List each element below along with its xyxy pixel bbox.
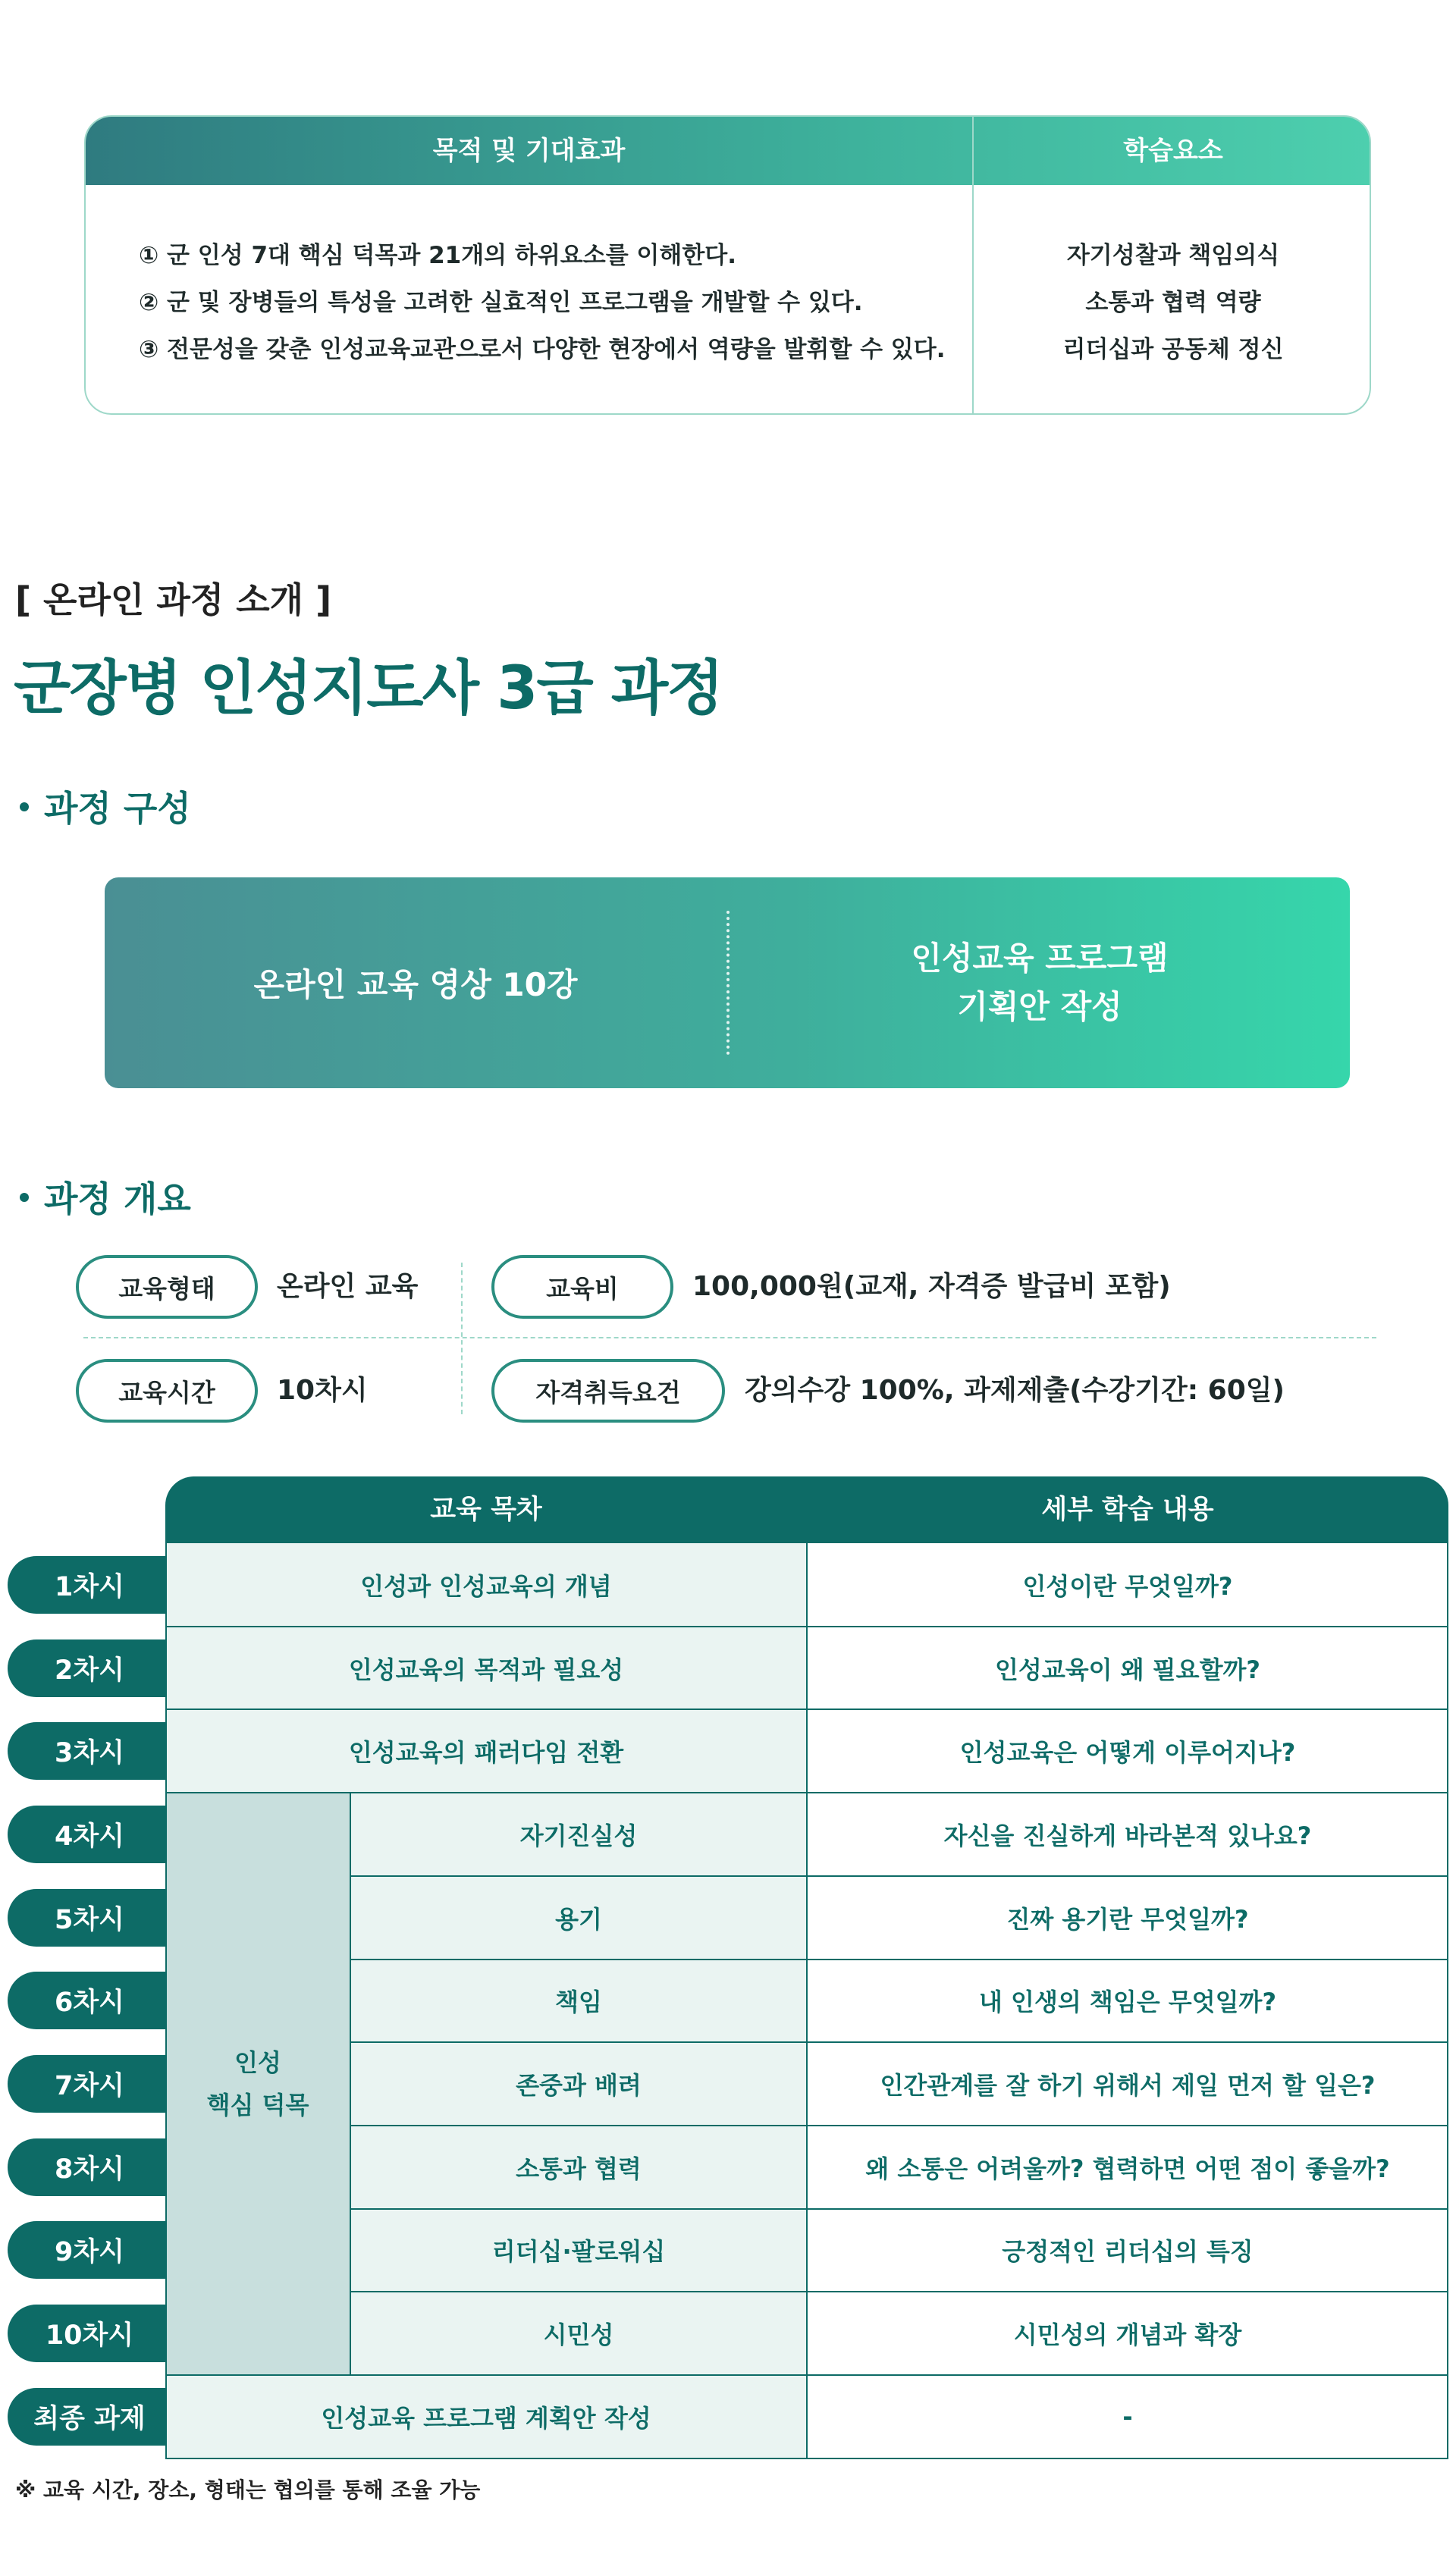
session-label: 5차시 (8, 1889, 171, 1947)
elements-header: 학습요소 (1123, 136, 1223, 166)
schedule-header-details: 세부 학습 내용 (1041, 1495, 1214, 1525)
session-label: 8차시 (8, 2138, 171, 2196)
session-label: 10차시 (8, 2305, 171, 2362)
schedule-header (165, 1476, 1448, 1543)
grid-line (350, 1793, 351, 2375)
grid-line (350, 1959, 1448, 1960)
detail-cell: 인성교육은 어떻게 이루어지나? (807, 1709, 1448, 1793)
detail-cell: 내 인생의 책임은 무엇일까? (807, 1960, 1448, 2043)
structure-right-line: 기획안 작성 (957, 988, 1122, 1025)
topic-cell: 존중과 배려 (350, 2042, 807, 2126)
element-item: 자기성찰과 책임의식 (1066, 242, 1280, 269)
overview-value-fee: 100,000원(교재, 자격증 발급비 포함) (692, 1271, 1171, 1302)
detail-cell: 인성교육이 왜 필요할까? (807, 1627, 1448, 1710)
topic-cell: 인성교육 프로그램 계획안 작성 (165, 2375, 807, 2458)
session-label: 6차시 (8, 1972, 171, 2029)
topic-cell: 인성교육의 패러다임 전환 (165, 1709, 807, 1793)
structure-heading: 과정 구성 (20, 781, 191, 831)
topic-cell: 리더십·팔로워십 (350, 2209, 807, 2292)
grid-line (165, 1543, 167, 2458)
structure-left: 온라인 교육 영상 10강 (253, 966, 578, 1003)
group-label-line: 핵심 덕목 (206, 2091, 309, 2120)
elements-list (974, 232, 1371, 373)
overview-value-hours: 10차시 (277, 1375, 368, 1406)
purpose-header (86, 117, 1370, 185)
overview-label-requirement: 자격취득요건 (491, 1359, 725, 1423)
grid-line (1447, 1543, 1448, 2458)
detail-cell: - (807, 2375, 1448, 2458)
grid-line (350, 2291, 1448, 2292)
grid-line (350, 2125, 1448, 2126)
overview-divider-v (461, 1263, 463, 1414)
group-label-line: 인성 (234, 2048, 281, 2078)
goal-item: ③ 전문성을 갖춘 인성교육교관으로서 다양한 현장에서 역량을 발휘할 수 있다. (139, 336, 946, 363)
session-label: 4차시 (8, 1806, 171, 1863)
element-item: 리더십과 공동체 정신 (1062, 336, 1284, 363)
session-label: 9차시 (8, 2221, 171, 2279)
topic-cell: 책임 (350, 1960, 807, 2043)
structure-banner (105, 877, 1350, 1088)
topic-cell: 소통과 협력 (350, 2126, 807, 2209)
session-label: 최종 과제 (8, 2388, 171, 2446)
section-tag: [ 온라인 과정 소개 ] (15, 579, 332, 620)
bullet-dot-icon (20, 1193, 29, 1202)
detail-cell: 진짜 용기란 무엇일까? (807, 1876, 1448, 1960)
topic-cell: 인성과 인성교육의 개념 (165, 1543, 807, 1627)
detail-cell: 자신을 진실하게 바라본적 있나요? (807, 1793, 1448, 1876)
overview-label-hours: 교육시간 (76, 1359, 258, 1423)
overview-divider-h (83, 1337, 1376, 1338)
structure-right-line: 인성교육 프로그램 (911, 940, 1169, 977)
element-item: 소통과 협력 역량 (1085, 289, 1261, 316)
grid-line (350, 2041, 1448, 2043)
goals-header: 목적 및 기대효과 (432, 136, 626, 166)
overview-value-format: 온라인 교육 (277, 1271, 419, 1302)
detail-cell: 왜 소통은 어려울까? 협력하면 어떤 점이 좋을까? (807, 2126, 1448, 2209)
group-cell (165, 1793, 350, 2375)
purpose-box (84, 115, 1371, 415)
detail-cell: 인성이란 무엇일까? (807, 1543, 1448, 1627)
session-label: 1차시 (8, 1556, 171, 1614)
topic-cell: 시민성 (350, 2292, 807, 2375)
goal-item: ① 군 인성 7대 핵심 덕목과 21개의 하위요소를 이해한다. (139, 242, 736, 269)
goal-item: ② 군 및 장병들의 특성을 고려한 실효적인 프로그램을 개발할 수 있다. (139, 289, 863, 316)
topic-cell: 인성교육의 목적과 필요성 (165, 1627, 807, 1710)
footnote: ※ 교육 시간, 장소, 형태는 협의를 통해 조율 가능 (15, 2477, 481, 2502)
session-label: 3차시 (8, 1722, 171, 1780)
session-label: 7차시 (8, 2055, 171, 2113)
topic-cell: 용기 (350, 1876, 807, 1960)
overview-label-format: 교육형태 (76, 1255, 258, 1319)
schedule-header-contents: 교육 목차 (430, 1495, 542, 1525)
detail-cell: 시민성의 개념과 확장 (807, 2292, 1448, 2375)
overview-heading: 과정 개요 (20, 1172, 191, 1222)
grid-line (350, 1875, 1448, 1877)
bullet-dot-icon (20, 802, 29, 811)
detail-cell: 인간관계를 잘 하기 위해서 제일 먼저 할 일은? (807, 2042, 1448, 2126)
overview-label-fee: 교육비 (491, 1255, 673, 1319)
session-label: 2차시 (8, 1639, 171, 1697)
grid-line (350, 2208, 1448, 2210)
goals-list (139, 232, 945, 373)
structure-right (730, 877, 1350, 1088)
overview-value-requirement: 강의수강 100%, 과제제출(수강기간: 60일) (745, 1375, 1285, 1406)
detail-cell: 긍정적인 리더십의 특징 (807, 2209, 1448, 2292)
grid-line (806, 1543, 808, 2458)
page-title: 군장병 인성지도사 3급 과정 (14, 654, 723, 723)
topic-cell: 자기진실성 (350, 1793, 807, 1876)
